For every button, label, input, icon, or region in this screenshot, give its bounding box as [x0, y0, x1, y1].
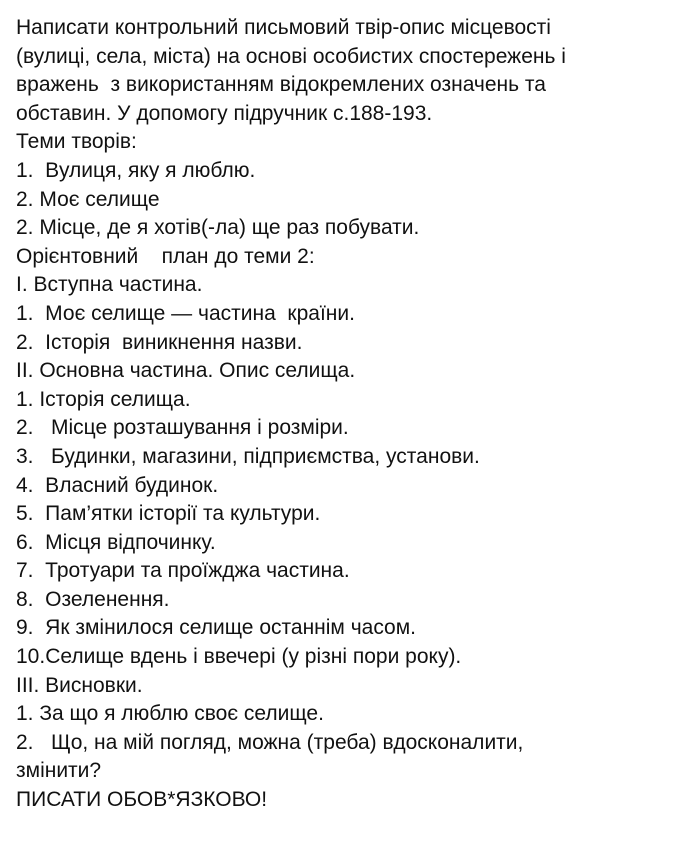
- themes-list: [16, 157, 672, 243]
- theme-item: 2. Місце, де я хотів(-ла) ще раз побувати.: [16, 216, 420, 240]
- intro-line: Написати контрольний письмовий твір-опис місцевості: [16, 16, 551, 39]
- plan-item: 10.Селище вдень і ввечері (у різні пори року).: [16, 645, 462, 669]
- section-1-list: [16, 300, 672, 357]
- intro-line: (вулиці, села, міста) на основі особистих спостережень і: [16, 44, 566, 68]
- section-2-heading: II. Основна частина. Опис селища.: [16, 359, 356, 383]
- theme-item: 2. Моє селище: [16, 187, 160, 211]
- section-2-list: [16, 386, 672, 672]
- plan-item: 1. За що я люблю своє селище.: [16, 702, 324, 726]
- themes-heading: Теми творів:: [16, 130, 137, 154]
- plan-item: 1. Моє селище — частина країни.: [16, 301, 355, 325]
- plan-item: 2. Що, на мій погляд, можна (треба) вдосконалити,: [16, 730, 524, 754]
- assignment-intro: [16, 14, 672, 128]
- section-1-heading: I. Вступна частина.: [16, 273, 203, 297]
- intro-line: вражень з використанням відокремлених означень та: [16, 73, 546, 97]
- plan-item: 8. Озеленення.: [16, 587, 170, 611]
- plan-item: 5. Пам’ятки історії та культури.: [16, 502, 321, 526]
- plan-item: 1. Історія селища.: [16, 387, 191, 411]
- theme-item: 1. Вулиця, яку я люблю.: [16, 158, 256, 182]
- section-3-list: [16, 700, 672, 786]
- plan-item: 7. Тротуари та проїжджа частина.: [16, 559, 350, 583]
- plan-heading: Орієнтовний план до теми 2:: [16, 244, 315, 268]
- plan-item: 3. Будинки, магазини, підприємства, установи.: [16, 444, 480, 468]
- section-3-heading: III. Висновки.: [16, 673, 143, 697]
- plan-item: 4. Власний будинок.: [16, 473, 219, 497]
- plan-item: 6. Місця відпочинку.: [16, 530, 216, 554]
- plan-item-continuation: змінити?: [16, 759, 102, 783]
- plan-item: 2. Історія виникнення назви.: [16, 330, 303, 354]
- plan-item: 9. Як змінилося селище останнім часом.: [16, 616, 417, 640]
- closing-note: ПИСАТИ ОБОВ*ЯЗКОВО!: [16, 788, 268, 812]
- intro-line: обставин. У допомогу підручник с.188-193.: [16, 101, 433, 125]
- plan-item: 2. Місце розташування і розміри.: [16, 416, 349, 440]
